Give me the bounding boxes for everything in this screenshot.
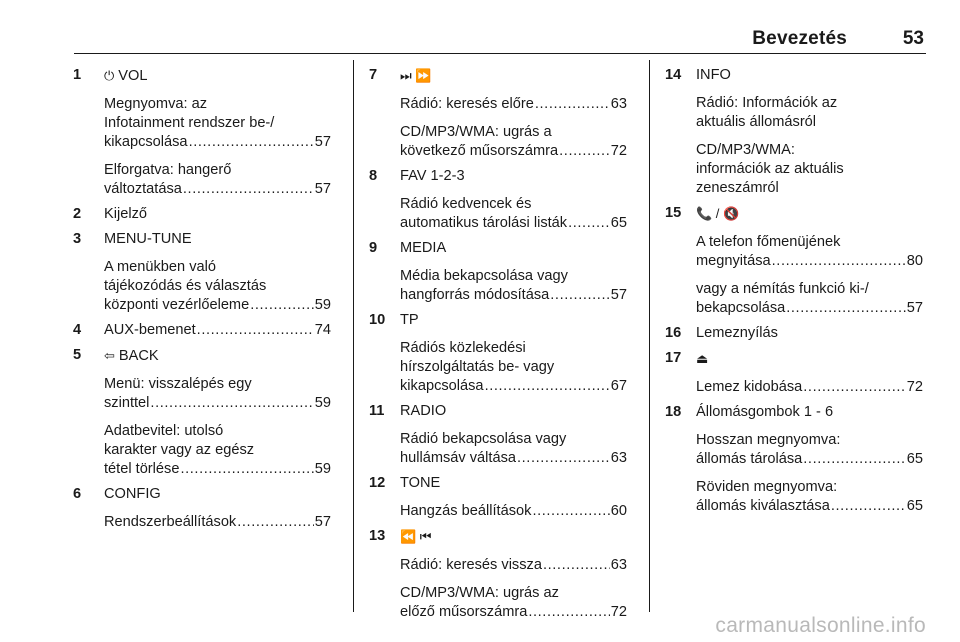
entry-body xyxy=(104,321,331,340)
eject-icon: ⏏ xyxy=(696,351,709,366)
control-entry xyxy=(665,403,923,516)
entry-heading xyxy=(104,205,331,224)
entry-number: 7 xyxy=(369,67,378,83)
description-text: következő műsorszámra xyxy=(400,143,559,159)
entry-label: TONE xyxy=(400,475,441,491)
entry-heading xyxy=(696,66,923,85)
entry-label: AUX-bemenet xyxy=(104,322,196,338)
entry-number: 14 xyxy=(665,67,682,83)
entry-body xyxy=(696,403,923,516)
entry-description xyxy=(104,95,331,152)
entry-heading xyxy=(400,527,627,547)
description-line: aktuális állomásról xyxy=(696,114,817,130)
page-reference[interactable]: 59 xyxy=(314,395,331,411)
description-line: CD/MP3/WMA: ugrás az xyxy=(400,585,559,601)
dot-leader xyxy=(150,394,313,413)
description-line: Média bekapcsolása vagy xyxy=(400,268,568,284)
description-line: Adatbevitel: utolsó xyxy=(104,423,224,439)
entry-number: 12 xyxy=(369,475,386,491)
description-line-with-page xyxy=(104,460,331,479)
control-entry xyxy=(73,205,331,224)
page-reference[interactable]: 57 xyxy=(314,181,331,197)
description-line-with-page xyxy=(696,450,923,469)
control-entry xyxy=(665,66,923,198)
dot-leader xyxy=(517,449,610,468)
entry-label-row xyxy=(104,321,331,340)
description-text: kikapcsolása xyxy=(104,134,188,150)
description-line: tájékozódás és választás xyxy=(104,278,267,294)
entry-description xyxy=(400,95,627,114)
entry-description xyxy=(400,584,627,622)
control-entry xyxy=(73,230,331,315)
control-entry xyxy=(73,66,331,199)
description-line-with-page xyxy=(104,180,331,199)
description-text: hullámsáv váltása xyxy=(400,450,516,466)
control-entry xyxy=(665,204,923,318)
entry-body xyxy=(696,349,923,397)
dot-leader xyxy=(786,299,906,318)
description-line-with-page xyxy=(104,394,331,413)
entry-label: Kijelző xyxy=(104,206,147,222)
dot-leader xyxy=(803,378,905,397)
control-entry xyxy=(73,346,331,479)
control-entry xyxy=(369,311,627,396)
column-divider-2 xyxy=(649,60,650,612)
description-text: automatikus tárolási listák xyxy=(400,215,568,231)
watermark: carmanualsonline.info xyxy=(715,614,926,637)
page-reference[interactable]: 57 xyxy=(314,134,331,150)
entry-body xyxy=(104,66,331,199)
entry-body xyxy=(400,311,627,396)
entry-heading xyxy=(104,66,331,86)
page-reference[interactable]: 65 xyxy=(610,215,627,231)
description-line-with-page xyxy=(400,556,627,575)
page-reference[interactable]: 59 xyxy=(314,461,331,477)
page-reference[interactable]: 80 xyxy=(906,253,923,269)
seek-forward-icon: ⏭ ⏩ xyxy=(400,68,432,83)
control-entry xyxy=(73,321,331,340)
description-line: Hosszan megnyomva: xyxy=(696,432,841,448)
page-reference[interactable]: 65 xyxy=(906,498,923,514)
entry-description xyxy=(696,141,923,198)
control-entry xyxy=(665,324,923,343)
page-reference[interactable]: 60 xyxy=(610,503,627,519)
description-text: állomás tárolása xyxy=(696,451,803,467)
dot-leader xyxy=(532,502,609,521)
entry-label: INFO xyxy=(696,67,731,83)
description-line-with-page xyxy=(400,603,627,622)
entry-body xyxy=(400,66,627,161)
page-reference[interactable]: 74 xyxy=(314,322,331,338)
entry-description xyxy=(104,161,331,199)
control-entry xyxy=(369,167,627,233)
description-text: Rádió: keresés előre xyxy=(400,96,534,112)
description-text: megnyitása xyxy=(696,253,771,269)
description-line: hírszolgáltatás be- vagy xyxy=(400,359,555,375)
description-line-with-page xyxy=(696,497,923,516)
dot-leader xyxy=(197,321,314,340)
seek-back-icon: ⏪ ⏮ xyxy=(400,529,432,544)
control-entry xyxy=(369,474,627,521)
entry-heading xyxy=(696,204,923,224)
entry-label: VOL xyxy=(118,68,148,84)
description-line: CD/MP3/WMA: xyxy=(696,142,795,158)
description-line: Elforgatva: hangerő xyxy=(104,162,232,178)
entry-number: 15 xyxy=(665,205,682,221)
entry-description xyxy=(400,123,627,161)
dot-leader xyxy=(485,377,610,396)
entry-heading xyxy=(400,239,627,258)
page-reference[interactable]: 57 xyxy=(314,514,331,530)
dot-leader xyxy=(250,296,314,315)
description-line-with-page xyxy=(400,449,627,468)
entry-label: TP xyxy=(400,312,419,328)
entry-number: 17 xyxy=(665,350,682,366)
description-text: Rádió: keresés vissza xyxy=(400,557,542,573)
description-line-with-page xyxy=(104,513,331,532)
entry-heading xyxy=(104,485,331,504)
header-divider xyxy=(74,53,926,54)
description-line-with-page xyxy=(400,142,627,161)
entry-body xyxy=(696,66,923,198)
description-line-with-page xyxy=(400,214,627,233)
description-text: előző műsorszámra xyxy=(400,604,528,620)
dot-leader xyxy=(831,497,906,516)
entry-description xyxy=(400,195,627,233)
description-line: Rádiós közlekedési xyxy=(400,340,526,356)
entry-body xyxy=(400,239,627,305)
description-line-with-page xyxy=(104,133,331,152)
description-line: Megnyomva: az xyxy=(104,96,208,112)
description-line: Röviden megnyomva: xyxy=(696,479,838,495)
description-line: Rádió kedvencek és xyxy=(400,196,532,212)
page-number: 53 xyxy=(902,28,924,49)
entry-number: 4 xyxy=(73,322,82,338)
entry-heading xyxy=(104,321,331,340)
control-entry xyxy=(665,349,923,397)
description-line-with-page xyxy=(696,252,923,271)
description-line: CD/MP3/WMA: ugrás a xyxy=(400,124,552,140)
entry-description xyxy=(696,431,923,469)
entry-heading xyxy=(400,167,627,186)
entry-description xyxy=(400,556,627,575)
page-reference[interactable]: 72 xyxy=(610,143,627,159)
column-1 xyxy=(73,66,331,538)
entry-body xyxy=(104,230,331,315)
entry-number: 8 xyxy=(369,168,378,184)
description-line-with-page xyxy=(400,377,627,396)
entry-label: FAV 1-2-3 xyxy=(400,168,465,184)
page-reference[interactable]: 63 xyxy=(610,96,627,112)
entry-heading xyxy=(400,474,627,493)
column-divider-1 xyxy=(353,60,354,612)
entry-description xyxy=(696,233,923,271)
entry-body xyxy=(400,474,627,521)
entry-number: 11 xyxy=(369,403,385,419)
entry-number: 13 xyxy=(369,528,386,544)
entry-description xyxy=(400,267,627,305)
control-entry xyxy=(369,402,627,468)
entry-body xyxy=(104,205,331,224)
power-icon: ⏻ xyxy=(104,68,115,83)
description-line: vagy a némítás funkció ki-/ xyxy=(696,281,869,297)
dot-leader xyxy=(550,286,610,305)
description-line: A menükben való xyxy=(104,259,216,275)
description-line: zeneszámról xyxy=(696,180,779,196)
entry-heading xyxy=(696,324,923,343)
page-reference[interactable]: 67 xyxy=(610,378,627,394)
entry-number: 2 xyxy=(73,206,82,222)
entry-label: Állomásgombok 1 - 6 xyxy=(696,404,834,420)
entry-description xyxy=(400,502,627,521)
description-text: tétel törlése xyxy=(104,461,180,477)
description-text: állomás kiválasztása xyxy=(696,498,830,514)
entry-description xyxy=(400,430,627,468)
dot-leader xyxy=(543,556,610,575)
dot-leader xyxy=(528,603,609,622)
entry-description xyxy=(104,258,331,315)
entry-description xyxy=(104,422,331,479)
description-line-with-page xyxy=(400,286,627,305)
description-text: Lemez kidobása xyxy=(696,379,803,395)
entry-label: BACK xyxy=(118,348,159,364)
entry-heading xyxy=(400,402,627,421)
entry-label: MEDIA xyxy=(400,240,447,256)
dot-leader xyxy=(535,95,610,114)
entry-number: 10 xyxy=(369,312,386,328)
entry-description xyxy=(400,339,627,396)
page-reference[interactable]: 72 xyxy=(610,604,627,620)
entry-heading xyxy=(104,346,331,366)
page-reference[interactable]: 63 xyxy=(610,450,627,466)
entry-description xyxy=(696,378,923,397)
description-text: központi vezérlőeleme xyxy=(104,297,250,313)
description-text: Rendszerbeállítások xyxy=(104,514,237,530)
description-line-with-page xyxy=(400,502,627,521)
entry-label: Lemeznyílás xyxy=(696,325,778,341)
description-text: bekapcsolása xyxy=(696,300,786,316)
entry-number: 6 xyxy=(73,486,82,502)
column-3 xyxy=(665,66,923,522)
entry-number: 9 xyxy=(369,240,378,256)
entry-description xyxy=(696,478,923,516)
entry-description xyxy=(696,280,923,318)
description-line: Menü: visszalépés egy xyxy=(104,376,252,392)
description-line-with-page xyxy=(104,296,331,315)
description-line: karakter vagy az egész xyxy=(104,442,255,458)
control-entry xyxy=(369,66,627,161)
entry-label: MENU-TUNE xyxy=(104,231,192,247)
back-arrow-icon: ⇦ xyxy=(104,348,115,363)
entry-heading xyxy=(400,311,627,330)
description-text: hangforrás módosítása xyxy=(400,287,550,303)
entry-description xyxy=(104,513,331,532)
column-2 xyxy=(369,66,627,628)
description-line: információk az aktuális xyxy=(696,161,844,177)
description-line: Rádió bekapcsolása vagy xyxy=(400,431,567,447)
entry-body xyxy=(696,204,923,318)
entry-body xyxy=(400,402,627,468)
page-reference[interactable]: 63 xyxy=(610,557,627,573)
page-reference[interactable]: 59 xyxy=(314,297,331,313)
dot-leader xyxy=(559,142,610,161)
description-text: kikapcsolása xyxy=(400,378,484,394)
section-title: Bevezetés xyxy=(752,28,847,49)
entry-body xyxy=(400,167,627,233)
page-reference[interactable]: 65 xyxy=(906,451,923,467)
description-line: Rádió: Információk az xyxy=(696,95,838,111)
entry-label: RADIO xyxy=(400,403,447,419)
dot-leader xyxy=(568,214,610,233)
entry-number: 5 xyxy=(73,347,82,363)
entry-heading xyxy=(400,66,627,86)
entry-body xyxy=(400,527,627,622)
description-line-with-page xyxy=(696,299,923,318)
page-reference[interactable]: 72 xyxy=(906,379,923,395)
dot-leader xyxy=(803,450,906,469)
entry-number: 18 xyxy=(665,404,682,420)
control-entry xyxy=(369,527,627,622)
dot-leader xyxy=(237,513,314,532)
entry-number: 3 xyxy=(73,231,82,247)
entry-number: 1 xyxy=(73,67,82,83)
control-entry xyxy=(369,239,627,305)
entry-number: 16 xyxy=(665,325,682,341)
control-entry xyxy=(73,485,331,532)
dot-leader xyxy=(183,180,314,199)
dot-leader xyxy=(180,460,313,479)
entry-body xyxy=(104,485,331,532)
entry-heading xyxy=(696,403,923,422)
description-text: Hangzás beállítások xyxy=(400,503,532,519)
entry-heading xyxy=(104,230,331,249)
entry-description xyxy=(696,94,923,132)
page-reference[interactable]: 57 xyxy=(906,300,923,316)
description-line-with-page xyxy=(696,378,923,397)
entry-heading xyxy=(696,349,923,369)
description-line: A telefon főmenüjének xyxy=(696,234,841,250)
description-text: változtatása xyxy=(104,181,182,197)
entry-label: CONFIG xyxy=(104,486,161,502)
dot-leader xyxy=(189,133,314,152)
description-text: szinttel xyxy=(104,395,150,411)
page-reference[interactable]: 57 xyxy=(610,287,627,303)
dot-leader xyxy=(772,252,906,271)
entry-description xyxy=(104,375,331,413)
entry-body xyxy=(696,324,923,343)
description-line: Infotainment rendszer be-/ xyxy=(104,115,275,131)
description-line-with-page xyxy=(400,95,627,114)
phone-mute-icon: 📞 / 🔇 xyxy=(696,206,740,221)
entry-body xyxy=(104,346,331,479)
